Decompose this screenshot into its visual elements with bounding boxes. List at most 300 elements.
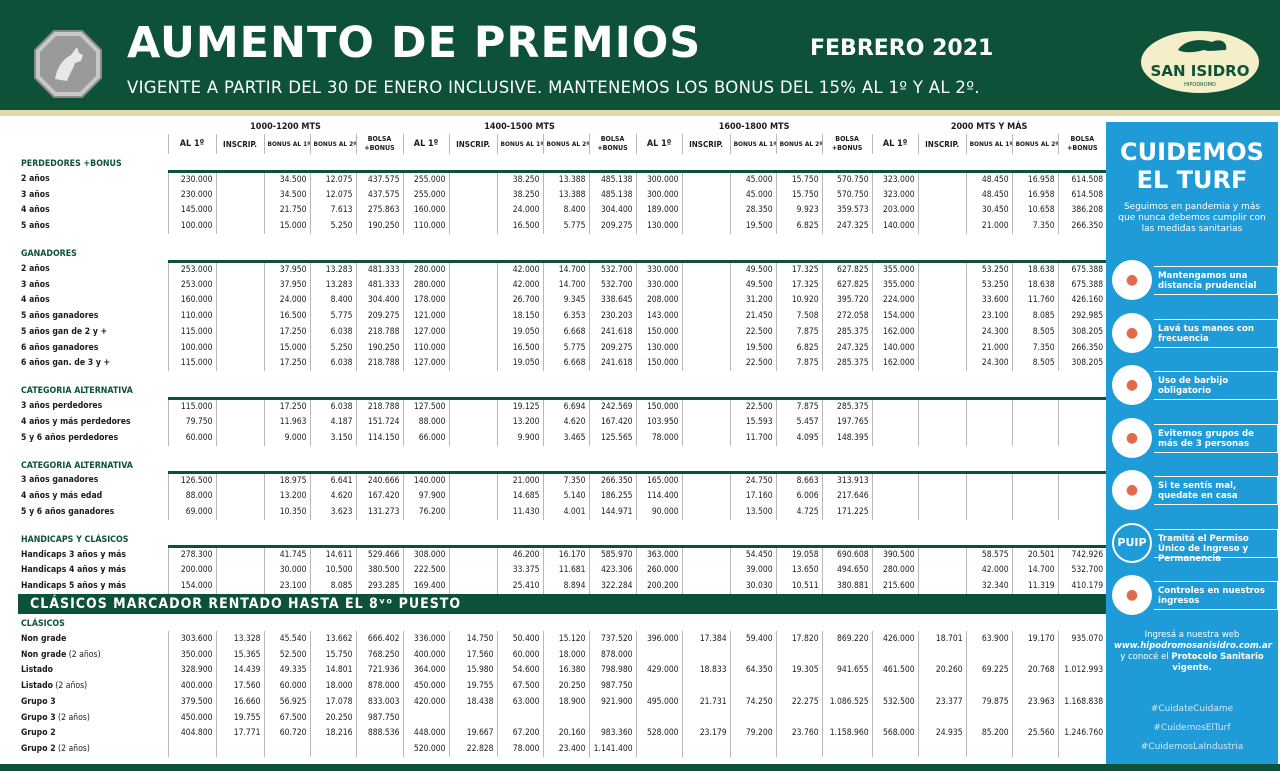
prize-cell: 878.000	[356, 678, 403, 694]
prize-cell: 308.000	[403, 547, 449, 563]
prize-cell: 768.250	[356, 647, 403, 663]
prize-cell	[682, 488, 730, 504]
prize-cell: 24.750	[730, 473, 776, 489]
prize-cell: 17.771	[216, 726, 264, 742]
prize-cell: 34.500	[264, 187, 310, 203]
prize-cell: 50.400	[497, 631, 543, 647]
prize-cell	[449, 218, 497, 234]
prize-cell	[1012, 414, 1058, 430]
prize-cell	[966, 430, 1012, 446]
prize-cell: 18.638	[1012, 261, 1058, 277]
distance-header: 1600-1800 MTS	[718, 122, 790, 132]
table-row	[18, 430, 1106, 446]
prize-cell	[966, 647, 1012, 663]
prize-cell	[966, 414, 1012, 430]
prize-cell: 485.138	[589, 171, 636, 187]
prize-cell	[216, 473, 264, 489]
section-header	[18, 244, 1106, 261]
prize-cell	[216, 324, 264, 340]
prize-cell	[822, 710, 872, 726]
page-month: FEBRERO 2021	[810, 36, 994, 61]
prize-cell	[966, 398, 1012, 414]
prize-cell	[636, 647, 682, 663]
prize-cell: 8.085	[1012, 308, 1058, 324]
prize-cell: 67.200	[497, 726, 543, 742]
prize-cell: 8.400	[310, 293, 356, 309]
row-label: 6 años ganadores	[21, 342, 99, 353]
prize-cell	[216, 171, 264, 187]
prize-cell: 8.505	[1012, 356, 1058, 372]
prize-cell: 7.350	[1012, 340, 1058, 356]
prize-cell	[682, 308, 730, 324]
prize-cell: 14.685	[497, 488, 543, 504]
prize-cell	[776, 647, 822, 663]
prize-cell: 614.508	[1058, 187, 1106, 203]
prize-cell	[682, 398, 730, 414]
prize-cell: 17.820	[776, 631, 822, 647]
prize-cell: 24.300	[966, 324, 1012, 340]
cuidemos-el-turf-panel	[1106, 122, 1278, 764]
col-header-bonus2: BONUS AL 2º	[1012, 134, 1058, 154]
prize-cell	[589, 710, 636, 726]
prize-cell	[1012, 678, 1058, 694]
prize-cell: 22.500	[730, 324, 776, 340]
prize-cell: 154.000	[872, 308, 918, 324]
prize-cell: 336.000	[403, 631, 449, 647]
prize-cell: 22.275	[776, 694, 822, 710]
row-label: 4 años y más edad	[21, 491, 103, 502]
prize-cell: 253.000	[168, 277, 216, 293]
thermometer-icon: ●	[1112, 575, 1152, 615]
prize-cell	[216, 504, 264, 520]
table-row	[18, 741, 1106, 757]
col-header-al1: AL 1º	[872, 134, 918, 154]
prize-cell: 272.058	[822, 308, 872, 324]
prize-cell: 437.575	[356, 171, 403, 187]
prize-cell: 23.963	[1012, 694, 1058, 710]
prize-cell	[918, 504, 966, 520]
table-row	[18, 710, 1106, 726]
prize-cell: 6.038	[310, 324, 356, 340]
prize-cell: 11.681	[543, 563, 589, 579]
prize-cell: 13.388	[543, 187, 589, 203]
prize-cell	[918, 430, 966, 446]
prize-cell: 323.000	[872, 171, 918, 187]
prize-cell: 4.620	[310, 488, 356, 504]
prize-cell	[1058, 398, 1106, 414]
prize-cell: 127.000	[403, 324, 449, 340]
distance-header-row	[18, 120, 1106, 134]
section-title: CLÁSICOS	[21, 619, 65, 629]
header-banner	[0, 0, 1280, 110]
prize-cell: 13.650	[776, 563, 822, 579]
horse-medallion-icon	[33, 29, 103, 99]
prize-cell: 17.160	[730, 488, 776, 504]
prize-cell	[918, 710, 966, 726]
prize-cell: 10.500	[310, 563, 356, 579]
prize-cell: 14.700	[1012, 563, 1058, 579]
prize-cell: 79.200	[730, 726, 776, 742]
prize-cell: 140.000	[872, 340, 918, 356]
tip-text: Tramitá el Permiso Único de Ingreso y Permanencia	[1154, 529, 1278, 558]
prize-cell: 209.275	[589, 218, 636, 234]
prize-cell: 15.000	[264, 340, 310, 356]
prize-cell	[682, 324, 730, 340]
table-row	[18, 694, 1106, 710]
row-label: 3 años	[21, 279, 50, 290]
prize-cell: 30.030	[730, 578, 776, 594]
col-header-bolsa: BOLSA +BONUS	[589, 134, 636, 154]
prize-cell: 4.095	[776, 430, 822, 446]
prize-cell: 67.500	[264, 710, 310, 726]
table-row	[18, 414, 1106, 430]
row-label: Grupo 2 (2 años)	[21, 744, 90, 755]
prize-cell	[682, 547, 730, 563]
prize-cell: 429.000	[636, 663, 682, 679]
health-tip	[1112, 418, 1276, 458]
prize-cell: 5.775	[310, 308, 356, 324]
prize-cell: 308.205	[1058, 324, 1106, 340]
panel-title: CUIDEMOS EL TURF	[1120, 138, 1264, 194]
prize-cell	[682, 203, 730, 219]
prize-cell: 21.000	[966, 340, 1012, 356]
prize-cell: 115.000	[168, 398, 216, 414]
prize-cell: 37.950	[264, 261, 310, 277]
prize-cell	[872, 710, 918, 726]
prize-cell: 241.618	[589, 356, 636, 372]
handwash-icon: ●	[1112, 313, 1152, 353]
prize-cell: 45.000	[730, 171, 776, 187]
prize-cell	[682, 261, 730, 277]
prize-cell	[918, 356, 966, 372]
prize-cell: 12.075	[310, 187, 356, 203]
prize-cell	[682, 647, 730, 663]
prize-cell	[216, 578, 264, 594]
prize-cell: 9.000	[264, 430, 310, 446]
prize-cell: 400.000	[403, 647, 449, 663]
prize-cell: 5.140	[543, 488, 589, 504]
prize-cell	[216, 203, 264, 219]
prize-cell: 448.000	[403, 726, 449, 742]
prize-cell	[682, 710, 730, 726]
prize-cell: 114.150	[356, 430, 403, 446]
prize-cell: 3.465	[543, 430, 589, 446]
prize-cell: 11.319	[1012, 578, 1058, 594]
prize-cell	[1012, 398, 1058, 414]
prize-cell: 280.000	[872, 563, 918, 579]
section-title: HANDICAPS Y CLÁSICOS	[21, 534, 129, 545]
prize-cell: 481.333	[356, 277, 403, 293]
prize-cell: 6.353	[543, 308, 589, 324]
prize-cell: 145.000	[168, 203, 216, 219]
prize-cell: 15.593	[730, 414, 776, 430]
prize-cell: 666.402	[356, 631, 403, 647]
prize-cell	[216, 261, 264, 277]
prize-cell: 987.750	[589, 678, 636, 694]
prize-cell: 154.000	[168, 578, 216, 594]
prize-cell	[1012, 504, 1058, 520]
prize-cell: 14.611	[310, 547, 356, 563]
row-label: Listado	[21, 665, 53, 676]
hashtag: #CuidateCuidame	[1150, 704, 1234, 714]
prize-cell	[682, 563, 730, 579]
prize-cell: 7.875	[776, 356, 822, 372]
prize-cell: 16.500	[264, 308, 310, 324]
prize-cell: 10.658	[1012, 203, 1058, 219]
prize-cell: 9.923	[776, 203, 822, 219]
row-label: Grupo 3	[21, 696, 56, 707]
prize-cell	[1012, 710, 1058, 726]
prize-cell: 241.618	[589, 324, 636, 340]
prize-cell	[682, 340, 730, 356]
prize-cell: 60.000	[497, 647, 543, 663]
prize-cell	[449, 547, 497, 563]
prize-cell	[216, 398, 264, 414]
prize-cell: 30.000	[264, 563, 310, 579]
prize-cell: 115.000	[168, 356, 216, 372]
prize-cell: 162.000	[872, 356, 918, 372]
prize-cell: 11.430	[497, 504, 543, 520]
prize-cell	[730, 741, 776, 757]
page-subtitle: VIGENTE A PARTIR DEL 30 DE ENERO INCLUSIVE. MANTENEMOS LOS BONUS DEL 15% AL 1º Y AL 2º.	[127, 78, 980, 97]
prize-cell: 160.000	[403, 203, 449, 219]
prize-cell	[216, 430, 264, 446]
prize-cell	[216, 340, 264, 356]
prize-cell: 6.668	[543, 324, 589, 340]
prize-cell	[776, 741, 822, 757]
row-label: 3 años ganadores	[21, 475, 99, 486]
health-tip	[1112, 313, 1276, 353]
prize-cell: 266.350	[1058, 340, 1106, 356]
prize-cell: 49.500	[730, 277, 776, 293]
prize-cell	[918, 187, 966, 203]
prize-cell: 15.750	[776, 187, 822, 203]
row-label: Handicaps 3 años y más	[21, 549, 127, 560]
prize-cell: 150.000	[636, 324, 682, 340]
prize-cell: 190.250	[356, 340, 403, 356]
prize-cell: 19.050	[497, 356, 543, 372]
prize-cell: 833.003	[356, 694, 403, 710]
hashtags	[1106, 700, 1278, 757]
row-label: 5 años gan de 2 y +	[21, 326, 108, 337]
prize-cell	[1058, 488, 1106, 504]
row-label: 4 años	[21, 295, 50, 306]
prize-cell: 338.645	[589, 293, 636, 309]
prize-cell: 97.900	[403, 488, 449, 504]
prize-cell: 266.350	[1058, 218, 1106, 234]
prize-cell: 140.000	[403, 473, 449, 489]
table-row	[18, 647, 1106, 663]
prize-cell: 304.400	[589, 203, 636, 219]
col-header-inscrip: INSCRIP.	[682, 134, 730, 154]
prize-cell: 8.085	[310, 578, 356, 594]
prize-cell	[1012, 741, 1058, 757]
prize-cell: 570.750	[822, 187, 872, 203]
prize-cell	[1058, 504, 1106, 520]
prize-cell: 151.724	[356, 414, 403, 430]
prize-cell: 16.958	[1012, 171, 1058, 187]
prize-cell: 13.200	[497, 414, 543, 430]
prize-cell: 114.400	[636, 488, 682, 504]
prize-cell: 13.283	[310, 277, 356, 293]
prize-cell: 11.700	[730, 430, 776, 446]
prize-cell: 19.755	[449, 678, 497, 694]
tip-text: Uso de barbijo obligatorio	[1154, 371, 1278, 400]
clasicos-banner: CLÁSICOS MARCADOR RENTADO HASTA EL 8ᵛᵒ PUESTO	[18, 594, 1106, 614]
row-label: Listado (2 años)	[21, 681, 88, 692]
prize-cell: 22.500	[730, 356, 776, 372]
table-row	[18, 293, 1106, 309]
prize-cell: 13.283	[310, 261, 356, 277]
prize-cell	[1058, 473, 1106, 489]
prize-cell: 8.894	[543, 578, 589, 594]
prize-cell	[682, 356, 730, 372]
prize-cell: 3.150	[310, 430, 356, 446]
row-label: Grupo 2	[21, 728, 56, 739]
prize-cell	[543, 710, 589, 726]
prize-cell: 495.000	[636, 694, 682, 710]
prize-cell: 8.663	[776, 473, 822, 489]
prize-cell	[918, 647, 966, 663]
prize-cell: 79.875	[966, 694, 1012, 710]
prize-cell	[449, 578, 497, 594]
prize-cell: 15.980	[449, 663, 497, 679]
prize-cell: 16.500	[497, 218, 543, 234]
prize-cell: 16.958	[1012, 187, 1058, 203]
prize-cell: 17.384	[682, 631, 730, 647]
prize-cell: 5.457	[776, 414, 822, 430]
prize-cell	[449, 504, 497, 520]
prize-cell: 17.250	[264, 324, 310, 340]
row-label: 4 años y más perdedores	[21, 416, 131, 427]
prize-cell: 266.350	[589, 473, 636, 489]
prize-cell	[449, 340, 497, 356]
prize-cell: 59.400	[730, 631, 776, 647]
col-header-al1: AL 1º	[636, 134, 682, 154]
prize-cell: 19.500	[730, 218, 776, 234]
prize-cell	[356, 741, 403, 757]
prize-cell: 21.000	[497, 473, 543, 489]
prize-cell: 1.141.400	[589, 741, 636, 757]
prize-cell: 230.000	[168, 171, 216, 187]
prize-cell: 203.000	[872, 203, 918, 219]
footer-pre: Ingresá a nuestra web	[1144, 630, 1240, 640]
health-tip	[1112, 260, 1276, 300]
prize-cell	[216, 293, 264, 309]
prize-cell	[168, 741, 216, 757]
footer-mid: y conocé el	[1120, 652, 1169, 662]
prize-cell: 16.660	[216, 694, 264, 710]
prize-cell: 169.400	[403, 578, 449, 594]
prize-cell: 189.000	[636, 203, 682, 219]
prize-cell: 126.500	[168, 473, 216, 489]
prize-cell: 532.700	[589, 261, 636, 277]
prize-cell: 230.000	[168, 187, 216, 203]
prize-cell: 386.208	[1058, 203, 1106, 219]
prize-cell	[822, 647, 872, 663]
prize-cell: 742.926	[1058, 547, 1106, 563]
prize-cell: 14.700	[543, 277, 589, 293]
prize-cell	[449, 710, 497, 726]
prize-cell: 721.936	[356, 663, 403, 679]
prize-cell: 19.125	[497, 398, 543, 414]
row-label: 5 y 6 años perdedores	[21, 432, 119, 443]
prize-cell	[449, 187, 497, 203]
prize-cell: 167.420	[589, 414, 636, 430]
prize-cell: 16.170	[543, 547, 589, 563]
prize-cell	[872, 473, 918, 489]
col-header-bonus2: BONUS AL 2º	[543, 134, 589, 154]
prize-cell: 17.250	[264, 398, 310, 414]
prize-cell: 31.200	[730, 293, 776, 309]
bottom-bar	[0, 764, 1280, 771]
prize-cell	[682, 678, 730, 694]
logo-text: SAN ISIDRO	[1150, 62, 1250, 80]
prize-cell: 53.250	[966, 261, 1012, 277]
prize-cell	[872, 678, 918, 694]
prize-cell	[449, 473, 497, 489]
website-link[interactable]: www.hipodromosanisidro.com.ar	[1114, 641, 1272, 651]
prize-cell: 16.380	[543, 663, 589, 679]
prize-cell	[682, 277, 730, 293]
prize-cell: 42.000	[966, 563, 1012, 579]
table-row	[18, 340, 1106, 356]
prize-cell: 33.375	[497, 563, 543, 579]
prize-cell: 110.000	[168, 308, 216, 324]
prize-cell: 100.000	[168, 340, 216, 356]
table-row	[18, 563, 1106, 579]
section-title: GANADORES	[21, 249, 77, 259]
prize-cell	[918, 277, 966, 293]
prize-cell: 308.205	[1058, 356, 1106, 372]
table-row	[18, 187, 1106, 203]
prize-cell: 17.560	[216, 678, 264, 694]
prize-cell: 5.250	[310, 340, 356, 356]
prize-cell	[216, 414, 264, 430]
prize-cell: 313.913	[822, 473, 872, 489]
distance-header: 1400-1500 MTS	[484, 122, 555, 132]
col-header-inscrip: INSCRIP.	[216, 134, 264, 154]
prize-cell: 426.160	[1058, 293, 1106, 309]
prize-cell: 24.000	[497, 203, 543, 219]
prize-cell	[216, 741, 264, 757]
prize-cell	[1058, 710, 1106, 726]
prize-cell: 15.750	[776, 171, 822, 187]
prize-cell: 167.420	[356, 488, 403, 504]
prize-cell	[966, 741, 1012, 757]
col-header-bolsa: BOLSA +BONUS	[356, 134, 403, 154]
prize-cell	[682, 741, 730, 757]
prize-cell: 17.325	[776, 261, 822, 277]
prize-cell	[682, 414, 730, 430]
prize-cell	[682, 293, 730, 309]
prize-cell: 38.250	[497, 171, 543, 187]
col-header-bonus2: BONUS AL 2º	[776, 134, 822, 154]
prize-cell: 218.788	[356, 356, 403, 372]
prize-cell: 19.305	[776, 663, 822, 679]
prize-cell	[872, 504, 918, 520]
prize-cell: 42.000	[497, 261, 543, 277]
table-row	[18, 504, 1106, 520]
prize-cell: 380.881	[822, 578, 872, 594]
prize-cell: 79.750	[168, 414, 216, 430]
hashtag: #CuidemosLaIndustria	[1140, 742, 1244, 752]
table-row	[18, 261, 1106, 277]
col-header-inscrip: INSCRIP.	[449, 134, 497, 154]
prize-cell: 25.560	[1012, 726, 1058, 742]
prize-cell: 8.505	[1012, 324, 1058, 340]
prize-cell: 56.925	[264, 694, 310, 710]
